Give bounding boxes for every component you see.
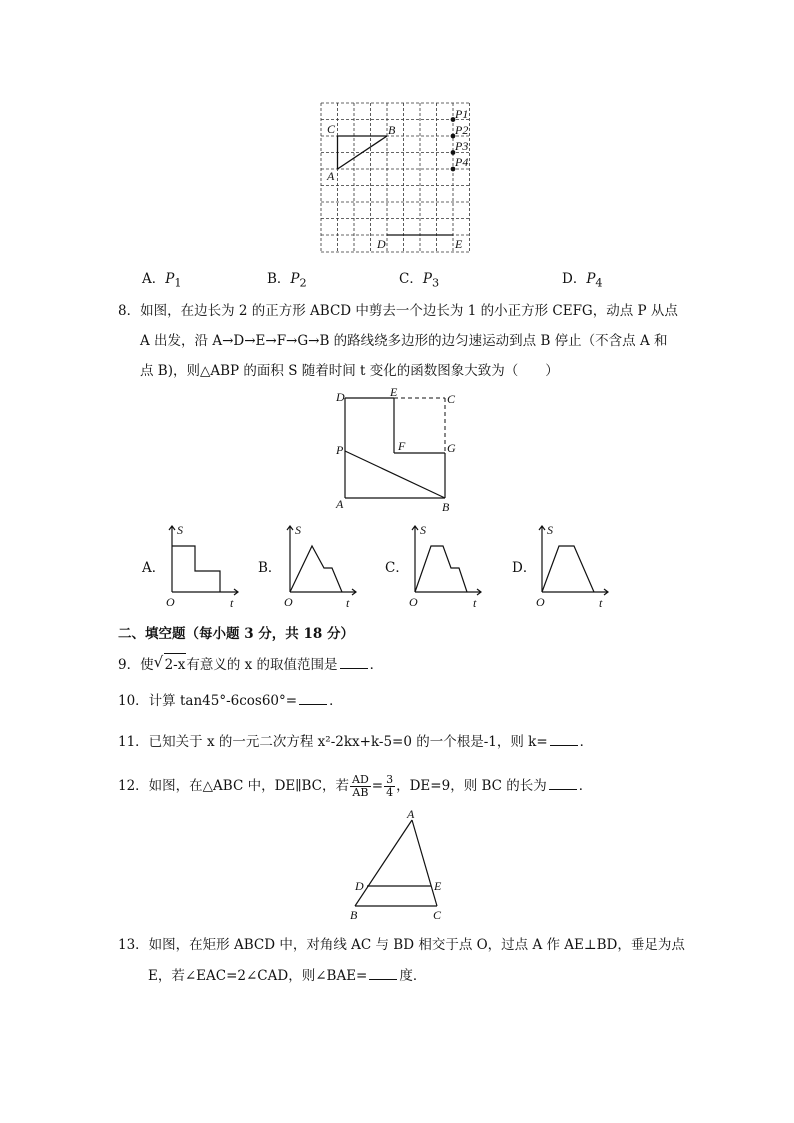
- q8-line-3: 点 B)，则△ABP 的面积 S 随着时间 t 变化的函数图象大致为（ ）: [140, 363, 559, 379]
- q13-line-1: 13．如图，在矩形 ABCD 中，对角线 AC 与 BD 相交于点 O，过点 A 作 AE⊥BD，垂足为点: [118, 937, 685, 953]
- svg-text:S: S: [420, 523, 426, 537]
- svg-text:S: S: [547, 523, 553, 537]
- q12: 12．如图，在△ABC 中，DE∥BC，若 $\frac{AD}{AB}$ = $\frac{3}{4}$ ，DE=9，则 BC 的长为 ．: [118, 773, 593, 799]
- label-p: P: [336, 443, 344, 457]
- label-a: A: [327, 169, 335, 183]
- q11-answer-blank[interactable]: [550, 731, 578, 746]
- label-b: B: [350, 908, 358, 922]
- q8-option-d-label[interactable]: D．: [512, 560, 537, 576]
- q8-option-a-label[interactable]: A．: [142, 560, 166, 576]
- q8-line-2: A 出发，沿 A→D→E→F→G→B 的路线绕多边形的边匀速运动到点 B 停止（不含点 A 和: [140, 333, 668, 349]
- q12-answer-blank[interactable]: [549, 775, 577, 790]
- q10: 10．计算 tan45°-6cos60°= ．: [118, 690, 343, 712]
- label-d: D: [377, 237, 386, 251]
- label-a: A: [336, 497, 344, 511]
- q9-radical: √ 2-x: [164, 653, 187, 676]
- q12-fraction-ad-ab: $\frac{AD}{AB}$: [352, 773, 369, 799]
- q12-fraction-3-4: $\frac{3}{4}$: [386, 773, 394, 799]
- svg-text:O: O: [409, 595, 418, 609]
- q12-triangle-figure: [345, 806, 455, 924]
- q8-graph-a[interactable]: [162, 520, 242, 610]
- label-p3: P3: [455, 139, 469, 153]
- q10-answer-blank[interactable]: [299, 690, 327, 705]
- label-d: D: [336, 390, 345, 404]
- q8-graph-b[interactable]: [280, 520, 360, 610]
- svg-text:S: S: [177, 523, 183, 537]
- svg-text:O: O: [166, 595, 175, 609]
- svg-text:O: O: [536, 595, 545, 609]
- label-p1: P1: [455, 107, 469, 121]
- svg-text:O: O: [284, 595, 293, 609]
- label-b: B: [388, 123, 396, 137]
- label-c: C: [433, 908, 442, 922]
- label-d: D: [355, 879, 364, 893]
- label-e: E: [390, 388, 398, 399]
- q8-line-1: 8．如图，在边长为 2 的正方形 ABCD 中剪去一个边长为 1 的小正方形 CEFG，动点 P 从点: [118, 303, 678, 319]
- q7-option-b[interactable]: B．$P_2$: [267, 271, 307, 290]
- q8-graph-d[interactable]: [532, 520, 612, 610]
- label-a: A: [407, 807, 415, 821]
- q7-option-a[interactable]: A．$P_1$: [142, 271, 182, 290]
- svg-text:t: t: [473, 596, 477, 610]
- q8-option-b-label[interactable]: B．: [258, 560, 282, 576]
- section-2-title: 二、填空题（每小题 3 分，共 18 分）: [118, 626, 354, 642]
- q13-answer-blank[interactable]: [369, 965, 397, 980]
- label-c: C: [447, 392, 456, 406]
- q7-option-d[interactable]: D．$P_4$: [562, 271, 603, 290]
- q8-graph-c[interactable]: [405, 520, 485, 610]
- label-e: E: [455, 237, 463, 251]
- q9: 9．使√ 2-x有意义的 x 的取值范围是 ．: [118, 653, 383, 676]
- svg-text:t: t: [346, 596, 350, 610]
- q8-option-c-label[interactable]: C．: [385, 560, 409, 576]
- label-e: E: [434, 879, 442, 893]
- q11: 11．已知关于 x 的一元二次方程 x²-2kx+k-5=0 的一个根是-1，则 k= ．: [118, 731, 593, 753]
- label-g: G: [447, 441, 456, 455]
- label-p2: P2: [455, 123, 469, 137]
- q8-square-figure: [332, 388, 462, 514]
- q13-line-2: E，若∠EAC=2∠CAD，则∠BAE= 度．: [148, 965, 426, 987]
- svg-text:t: t: [599, 596, 603, 610]
- label-p4: P4: [455, 155, 469, 169]
- q7-option-c[interactable]: C．$P_3$: [399, 271, 440, 290]
- label-f: F: [398, 439, 406, 453]
- label-c: C: [327, 122, 336, 136]
- q7-grid-figure: [318, 100, 478, 258]
- svg-text:t: t: [230, 596, 234, 610]
- svg-text:S: S: [295, 523, 301, 537]
- q9-answer-blank[interactable]: [340, 654, 368, 669]
- label-b: B: [442, 500, 450, 514]
